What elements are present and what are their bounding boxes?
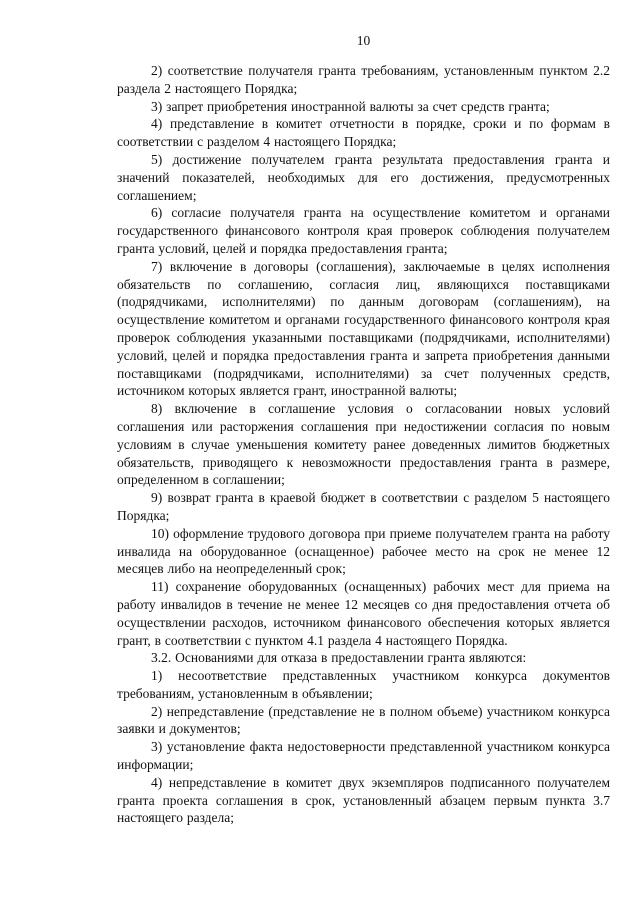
paragraph-item-2: 2) соответствие получателя гранта требованиям, установленным пунктом 2.2 раздела 2 настоящего Порядка;	[117, 63, 610, 96]
paragraph-item-3: 3) запрет приобретения иностранной валюты за счет средств гранта;	[151, 98, 550, 114]
paragraph-item-5: 5) достижение получателем гранта результата предоставления гранта и значений показателей, необходимых для его достижения, предусмотренных соглашением;	[117, 151, 610, 203]
paragraph-item-7: 7) включение в договоры (соглашения), заключаемые в целях исполнения обязательств по соглашению, согласия лиц, являющихся поставщиками (подрядчиками, исполнителями) по данным договорам (соглашениям), на осуществление комитетом и органами государственного финансового контроля края проверок соблюдения указанными поставщиками (подрядчиками, исполнителями) условий, целей и порядка предоставления гранта и запрета приобретения данными поставщиками (подрядчиками, исполнителями) за счет полученных средств, источником которых является грант, иностранной валюты;	[117, 258, 610, 399]
paragraph-item-10: 10) оформление трудового договора при приеме получателем гранта на работу инвалида на оборудованное (оснащенное) рабочее место на срок не менее 12 месяцев либо на неопределенный срок;	[117, 525, 610, 577]
refusal-item-1: 1) несоответствие представленных участником конкурса документов требованиям, установленным в объявлении;	[117, 668, 610, 701]
paragraph-item-9: 9) возврат гранта в краевой бюджет в соответствии с разделом 5 настоящего Порядка;	[117, 490, 610, 523]
paragraph-item-11: 11) сохранение оборудованных (оснащенных) рабочих мест для приема на работу инвалидов в течение не менее 12 месяцев со дня предоставления отчета об осуществлении расходов, источником финансового обеспечения которых является грант, в соответствии с пунктом 4.1 раздела 4 настоящего Порядка.	[117, 579, 610, 648]
section-3-2-heading: 3.2. Основаниями для отказа в предоставлении гранта являются:	[151, 650, 527, 666]
paragraph-item-8: 8) включение в соглашение условия о согласовании новых условий соглашения или расторжения соглашения при недостижении согласия по новым условиям в случае уменьшения комитету ранее доведенных лимитов бюджетных обязательств, приводящего к невозможности предоставления гранта в размере, определенном в соглашении;	[117, 401, 610, 488]
paragraph-item-6: 6) согласие получателя гранта на осуществление комитетом и органами государственного финансового контроля края проверок соблюдения получателем гранта условий, целей и порядка предоставления гранта;	[117, 205, 610, 256]
paragraph-item-4: 4) представление в комитет отчетности в порядке, сроки и по формам в соответствии с разделом 4 настоящего Порядка;	[117, 116, 610, 150]
refusal-item-3: 3) установление факта недостоверности представленной участником конкурса информации;	[117, 739, 610, 773]
refusal-item-2: 2) непредставление (представление не в полном объеме) участником конкурса заявки и документов;	[117, 703, 610, 737]
refusal-item-4: 4) непредставление в комитет двух экземпляров подписанного получателем гранта проекта соглашения в срок, установленный абзацем первым пункта 3.7 настоящего раздела;	[117, 774, 610, 826]
page-number: 10	[356, 33, 371, 48]
